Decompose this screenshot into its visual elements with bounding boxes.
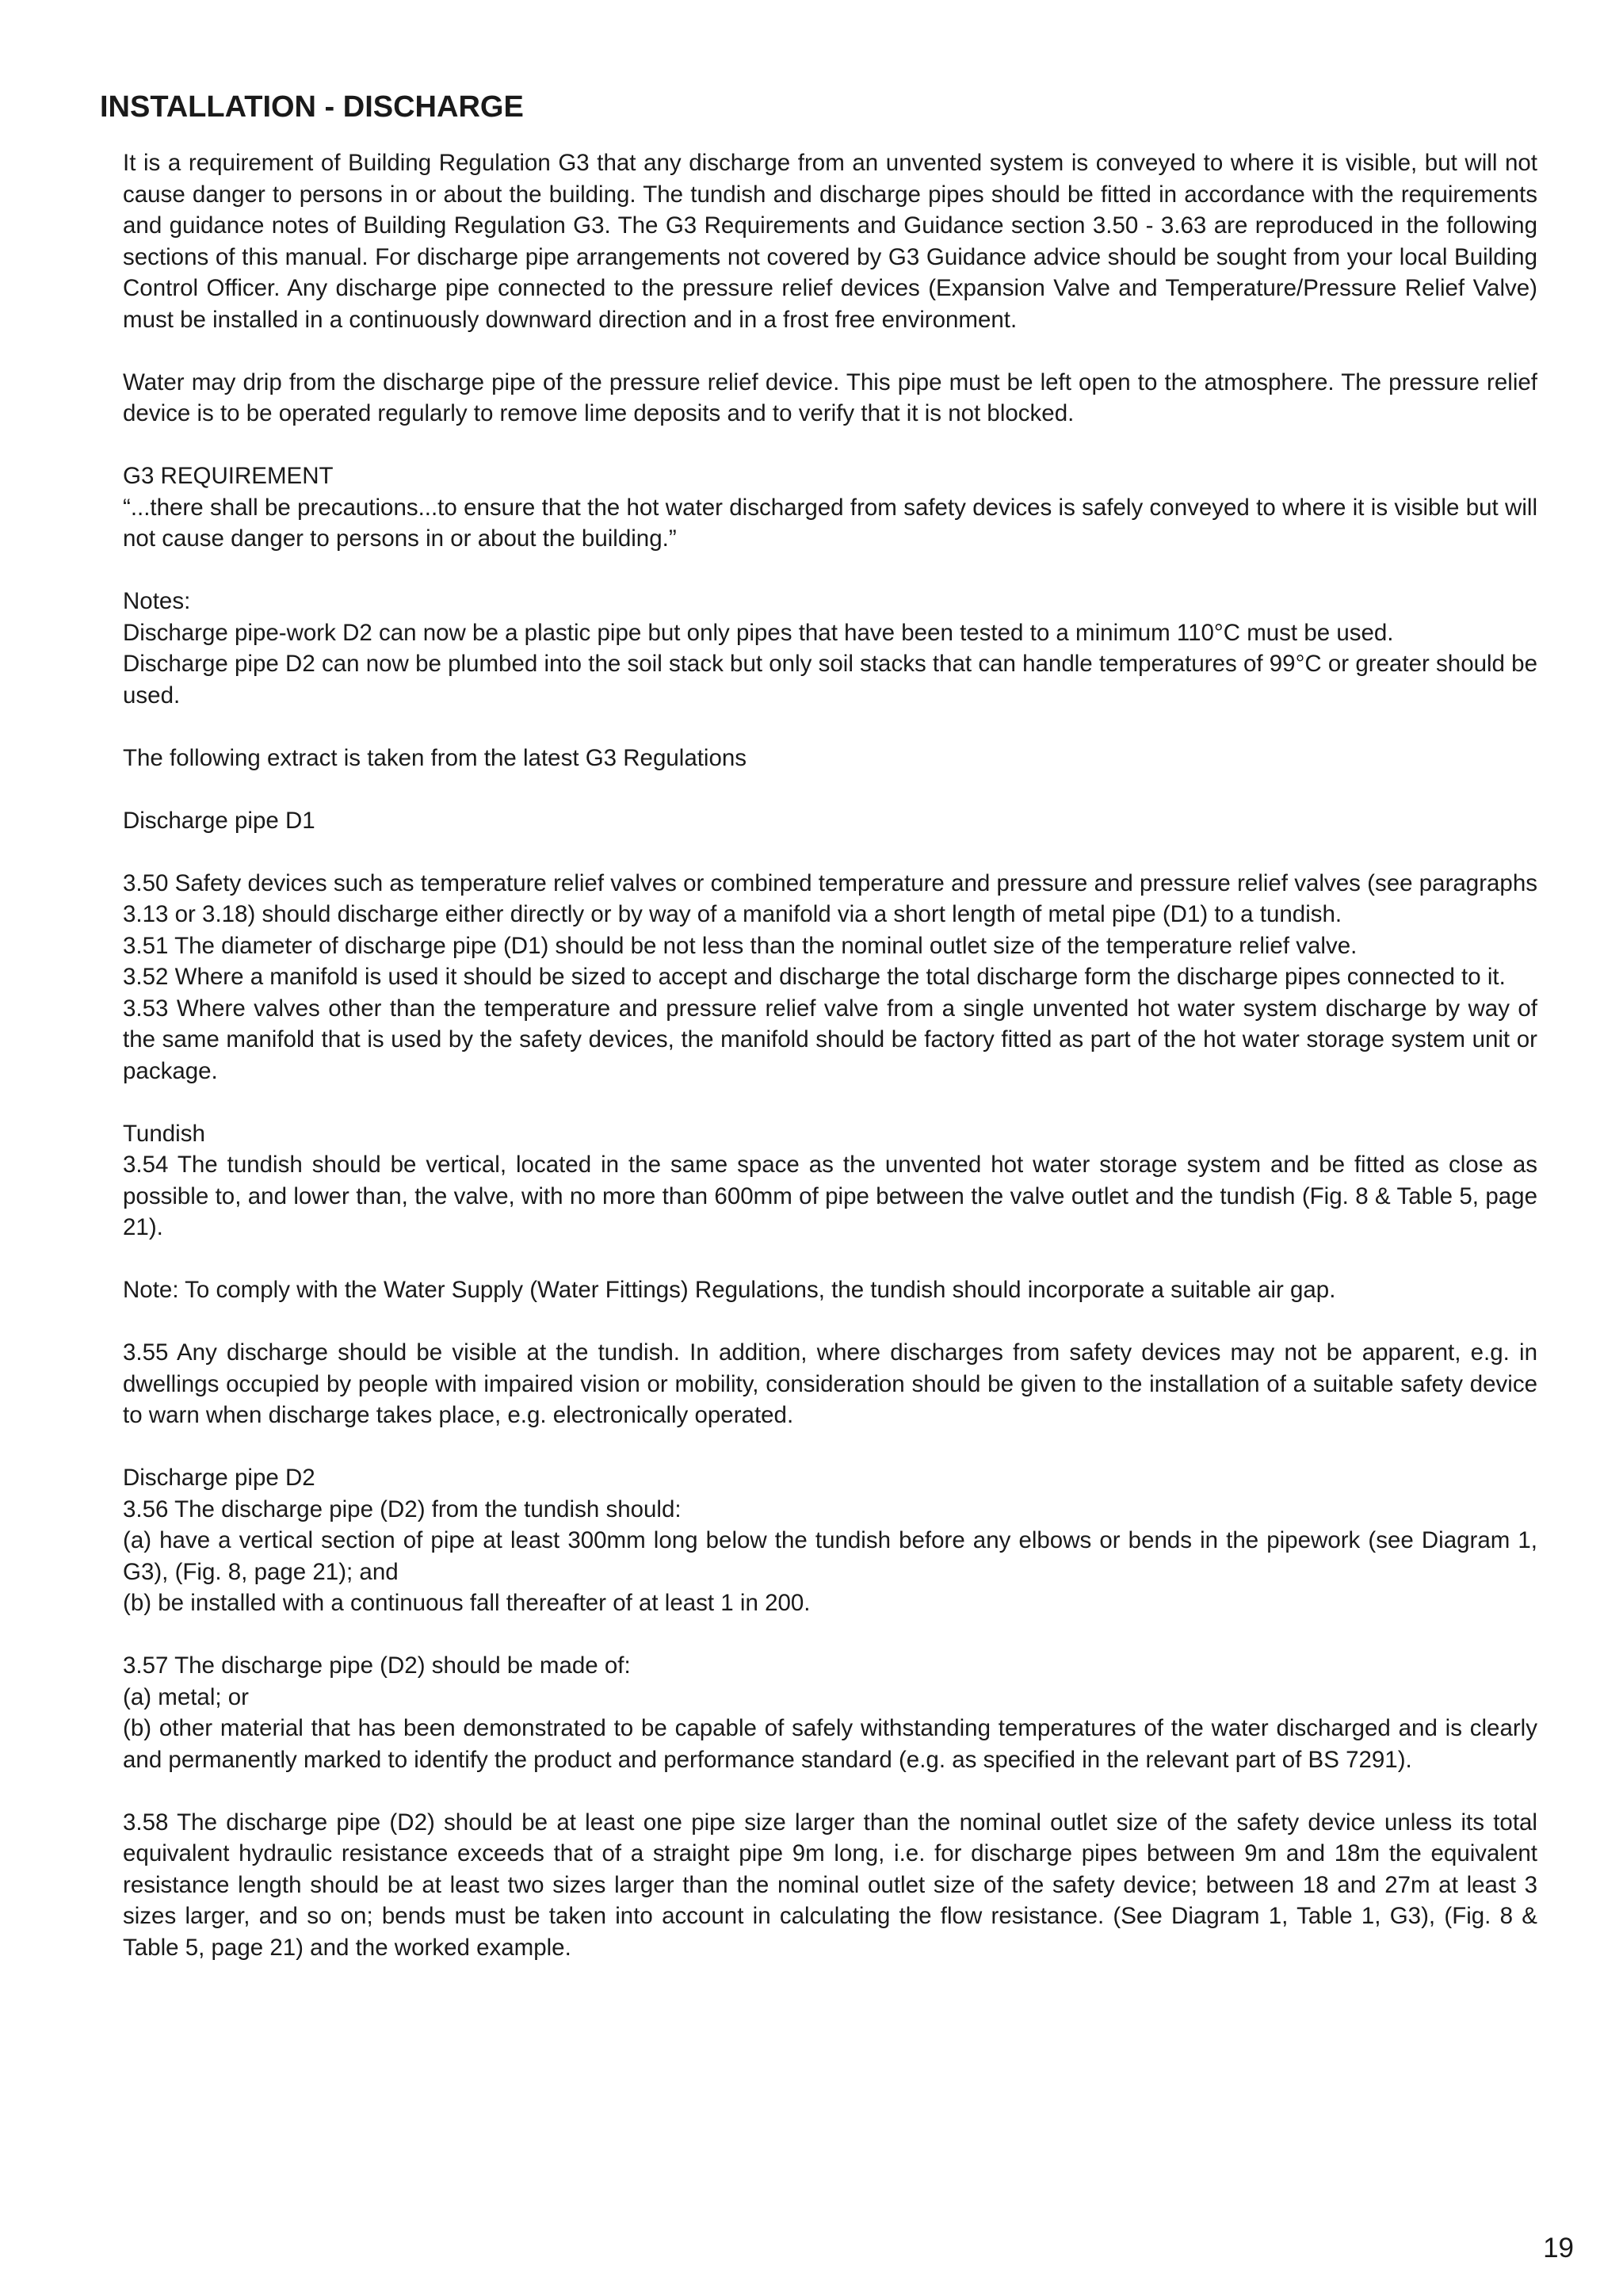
notes-heading: Notes: [123,588,191,614]
page-number: 19 [1543,2233,1574,2264]
document-body [123,147,1537,1963]
note-line: Discharge pipe D2 can now be plumbed into the soil stack but only soil stacks that can handle temperatures of 99°C or greater should be used. [123,651,1537,709]
clause-paragraph: 3.50 Safety devices such as temperature relief valves or combined temperature and pressure and pressure relief valves (see paragraphs 3.13 or 3.18) should discharge either directly or by way of a manifold via a short length of metal pipe (D1) to a tundish. [123,869,1537,927]
clause-paragraph: 3.51 The diameter of discharge pipe (D1) should be not less than the nominal outlet size of the temperature relief valve. [123,932,1358,959]
g3-quote: “...there shall be precautions...to ensure that the hot water discharged from safety devices is safely conveyed to where it is visible but will not cause danger to persons in or about the building.” [123,494,1537,552]
clause-paragraph: 3.57 The discharge pipe (D2) should be made of: [123,1652,631,1679]
clause-paragraph: 3.53 Where valves other than the temperature and pressure relief valve from a single unvented hot water system discharge by way of the same manifold that is used by the safety devices, the manifold should be factory fitted as part of the hot water storage system unit or package. [123,995,1537,1084]
clause-item: (a) have a vertical section of pipe at least 300mm long below the tundish before any elbows or bends in the pipework (see Diagram 1, G3), (Fig. 8, page 21); and [123,1527,1537,1585]
section-heading: Tundish [123,1120,205,1147]
clause-paragraph: 3.54 The tundish should be vertical, located in the same space as the unvented hot water storage system and be fitted as close as possible to, and lower than, the valve, with no more than 600mm of pipe between the valve outlet and the tundish (Fig. 8 & Table 5, page 21). [123,1152,1537,1240]
tundish-note: Note: To comply with the Water Supply (Water Fittings) Regulations, the tundish should incorporate a suitable air gap. [123,1277,1336,1303]
intro-paragraph: Water may drip from the discharge pipe of the pressure relief device. This pipe must be left open to the atmosphere. The pressure relief device is to be operated regularly to remove lime deposits and to verify that it is not blocked. [123,369,1537,426]
clause-paragraph: 3.55 Any discharge should be visible at the tundish. In addition, where discharges from safety devices may not be apparent, e.g. in dwellings occupied by people with impaired vision or mobility, consideration should be given to the installation of a suitable safety device to warn when discharge takes place, e.g. electronically operated. [123,1339,1537,1428]
page-title: INSTALLATION - DISCHARGE [100,90,524,124]
clause-item: (b) be installed with a continuous fall thereafter of at least 1 in 200. [123,1590,811,1616]
clause-paragraph: 3.58 The discharge pipe (D2) should be at least one pipe size larger than the nominal outlet size of the safety device unless its total equivalent hydraulic resistance exceeds that of a straight pipe 9m long, i.e. for discharge pipes between 9m and 18m the equivalent resistance length should be at least two sizes larger than the nominal outlet size of the safety device; between 18 and 27m at least 3 sizes larger, and so on; bends must be taken into account in calculating the flow resistance. (See Diagram 1, Table 1, G3), (Fig. 8 & Table 5, page 21) and the worked example. [123,1809,1537,1961]
intro-paragraph: It is a requirement of Building Regulation G3 that any discharge from an unvented system is conveyed to where it is visible, but will not cause danger to persons in or about the building. The tundish and discharge pipes should be fitted in accordance with the requirements and guidance notes of Building Regulation G3. The G3 Requirements and Guidance section 3.50 - 3.63 are reproduced in the following sections of this manual. For discharge pipe arrangements not covered by G3 Guidance advice should be sought from your local Building Control Officer. Any discharge pipe connected to the pressure relief devices (Expansion Valve and Temperature/Pressure Relief Valve) must be installed in a continuously downward direction and in a frost free environment. [123,150,1537,333]
note-line: Discharge pipe-work D2 can now be a plastic pipe but only pipes that have been tested to a minimum 110°C must be used. [123,619,1394,646]
section-heading: Discharge pipe D1 [123,807,315,834]
clause-paragraph: 3.52 Where a manifold is used it should be sized to accept and discharge the total discharge form the discharge pipes connected to it. [123,964,1506,990]
clause-item: (a) metal; or [123,1683,250,1710]
g3-heading: G3 REQUIREMENT [123,463,334,489]
clause-paragraph: 3.56 The discharge pipe (D2) from the tundish should: [123,1496,682,1522]
extract-intro: The following extract is taken from the latest G3 Regulations [123,744,747,771]
clause-item: (b) other material that has been demonstrated to be capable of safely withstanding temperatures of the water discharged and is clearly and permanently marked to identify the product and performance standard (e.g. as specified in the relevant part of BS 7291). [123,1715,1537,1773]
section-heading: Discharge pipe D2 [123,1465,315,1491]
